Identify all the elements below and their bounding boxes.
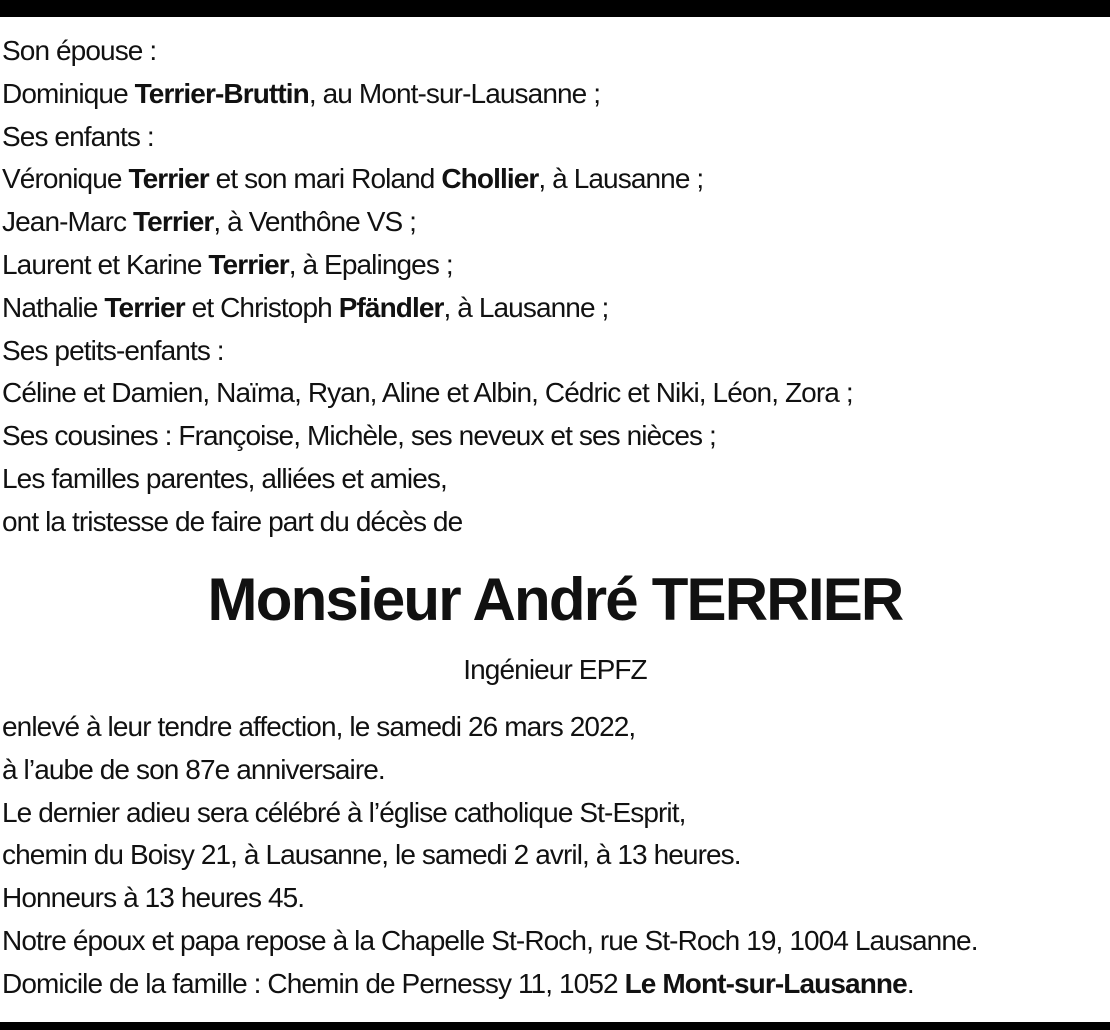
line-text: Le dernier adieu sera célébré à l’église catholique St-Esprit, <box>2 796 686 828</box>
bold-name: Terrier-Bruttin <box>134 77 309 109</box>
line-text: Notre époux et papa repose à la Chapelle St-Roch, rue St-Roch 19, 1004 Lausanne. <box>2 924 978 956</box>
line-text: , à Lausanne ; <box>443 291 609 323</box>
text-line <box>2 749 1110 792</box>
bottom-border-rule <box>0 1022 1110 1030</box>
text-line <box>2 244 1110 287</box>
text-line <box>2 415 1110 458</box>
service-details <box>2 706 1110 1006</box>
text-line <box>2 116 1110 159</box>
line-text: , au Mont-sur-Lausanne ; <box>308 77 601 109</box>
line-text: Ses cousines : Françoise, Michèle, ses neveux et ses nièces ; <box>2 420 716 452</box>
line-text: enlevé à leur tendre affection, le samedi 26 mars 2022, <box>2 711 636 742</box>
line-text: Ses enfants : <box>2 120 154 152</box>
line-text: Les familles parentes, alliées et amies, <box>2 462 447 494</box>
top-border-rule <box>0 0 1110 17</box>
text-line <box>2 963 1110 1006</box>
line-text: , à Venthône VS ; <box>213 206 417 238</box>
text-line <box>2 706 1110 749</box>
text-line <box>2 287 1110 330</box>
line-text: ont la tristesse de faire part du décès de <box>2 505 463 537</box>
line-text: à l’aube de son 87e anniversaire. <box>2 753 385 785</box>
bold-name: Terrier <box>208 248 289 280</box>
line-text: Domicile de la famille : Chemin de Pernessy 11, 1052 <box>2 967 625 999</box>
line-text: Véronique <box>2 163 129 195</box>
text-line <box>2 201 1110 244</box>
bold-name: Terrier <box>104 291 185 323</box>
line-text: et son mari Roland <box>208 163 442 195</box>
text-line <box>2 30 1110 73</box>
text-line <box>2 73 1110 116</box>
line-text: Laurent et Karine <box>2 248 209 280</box>
line-text: Nathalie <box>2 291 105 323</box>
bold-name: Pfändler <box>338 291 444 323</box>
line-text: , à Epalinges ; <box>288 248 453 280</box>
line-text: Jean-Marc <box>2 206 134 238</box>
text-line <box>2 372 1110 415</box>
line-text: Ses petits-enfants : <box>2 334 224 366</box>
bold-name: Terrier <box>133 206 214 238</box>
text-line <box>2 458 1110 501</box>
text-line <box>2 158 1110 201</box>
line-text: Céline et Damien, Naïma, Ryan, Aline et Albin, Cédric et Niki, Léon, Zora ; <box>2 377 853 409</box>
text-line <box>2 501 1110 544</box>
line-text: Son épouse : <box>2 35 157 66</box>
bold-name: Chollier <box>441 163 539 195</box>
line-text: . <box>906 967 914 999</box>
deceased-name: Monsieur André TERRIER <box>207 566 903 633</box>
text-line <box>2 920 1110 963</box>
line-text: Honneurs à 13 heures 45. <box>2 882 305 914</box>
line-text: et Christoph <box>184 291 339 323</box>
text-line <box>2 330 1110 373</box>
line-text: chemin du Boisy 21, à Lausanne, le samedi 2 avril, à 13 heures. <box>2 839 741 871</box>
line-text: Dominique <box>2 77 135 109</box>
text-line <box>2 792 1110 835</box>
bold-name: Le Mont-sur-Lausanne <box>624 967 907 999</box>
text-line <box>2 877 1110 920</box>
family-announcement <box>2 30 1110 544</box>
bold-name: Terrier <box>128 163 209 195</box>
line-text: , à Lausanne ; <box>538 163 704 195</box>
text-line <box>2 834 1110 877</box>
deceased-title: Ingénieur EPFZ <box>463 654 647 685</box>
